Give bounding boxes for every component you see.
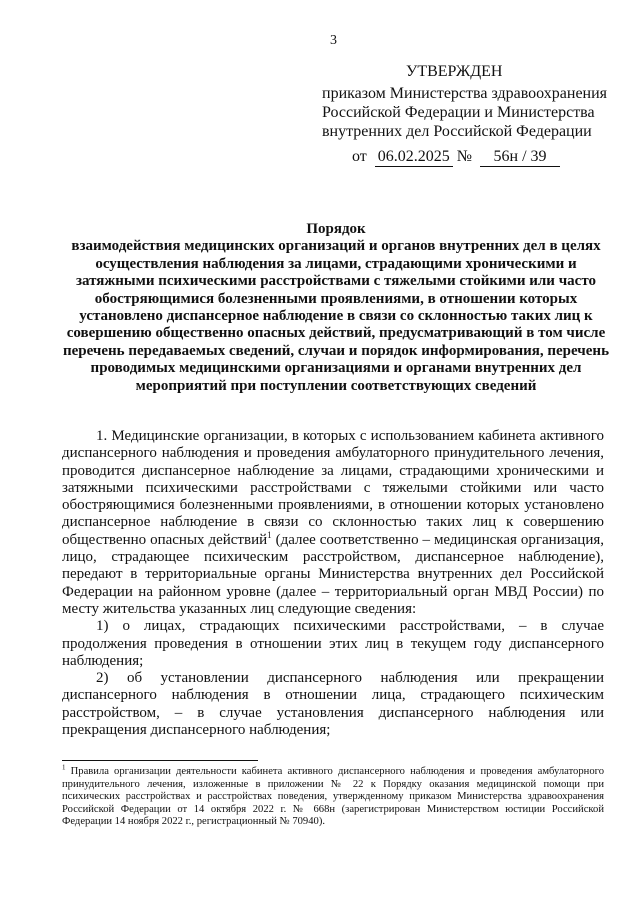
date-prefix: от [352, 148, 367, 165]
approval-heading: УТВЕРЖДЕН [406, 63, 503, 80]
approval-date-row [352, 148, 560, 167]
paragraph-item-2: 2) об установлении диспансерного наблюдения или прекращении диспансерного наблюдения в отношении лица, страдающего психическим расстройством, – в случае установления диспансерного наблюдения или прекращения диспансерного наблюдения; [62, 670, 604, 739]
footnote-divider [62, 760, 258, 761]
approval-number: 56н / 39 [480, 148, 560, 167]
paragraph-item-1: 1) о лицах, страдающих психическими расстройствами, – в случае продолжения проведения в отношении этих лиц в текущем году диспансерного наблюдения; [62, 618, 604, 669]
footnote-text: Правила организации деятельности кабинета активного диспансерного наблюдения и проведения амбулаторного принудительного лечения, изложенные в приложении № 22 к Порядку оказания медицинской помощи при психических расстройствах и расстройствах поведения, утвержденному приказом Министерства здравоохранения Российской Федерации от 14 октября 2022 г. № 668н (зарегистрирован Министерством юстиции Российской Федерации 14 ноября 2022 г., регистрационный № 70940). [62, 766, 604, 828]
footnote-text-line [62, 763, 604, 829]
footnote-reference[interactable]: 1 [267, 529, 272, 540]
approval-line-2: Российской Федерации и Министерства [322, 104, 595, 121]
approval-line-1: приказом Министерства здравоохранения [322, 85, 608, 102]
footnote [62, 763, 604, 829]
page-number: 3 [330, 33, 337, 48]
approval-block [322, 62, 622, 141]
title-heading: Порядок [306, 221, 366, 237]
approval-line-3: внутренних дел Российской Федерации [322, 123, 592, 140]
title-body: взаимодействия медицинских организаций и органов внутренних дел в целях осуществления наблюдения за лицами, страдающими хроническими и затяжными психическими расстройствами с тяжелыми стойкими или часто обостряющимися болезненными проявлениями, в отношении которых установлено диспансерное наблюдение в связи со склонностью таких лиц к совершению общественно опасных действий, предусматривающий в том числе перечень передаваемых сведений, случаи и порядок информирования, перечень проводимых медицинскими организациями и органами внутренних дел мероприятий при поступлении соответствующих сведений [62, 238, 609, 394]
paragraph-1-start: 1. Медицинские организации, в которых с использованием кабинета активного диспансерного наблюдения и проведения амбулаторного принудительного лечения, проводится диспансерное наблюдение за лицами, страдающими хроническими и затяжными психическими расстройствами с тяжелыми стойкими или часто обостряющимися болезненными проявлениями, в отношении которых установлено диспансерное наблюдение в связи со склонностью таких лиц к совершению общественно опасных действий [62, 428, 604, 548]
paragraph-1-end: (далее соответственно – медицинская организация, лицо, страдающее психическим расстройством, диспансерное наблюдение), передают в территориальные органы Министерства внутренних дел Российской Федерации на районном уровне (далее – территориальный орган МВД России) по месту жительства указанных лиц следующие сведения: [62, 531, 605, 617]
approval-date: 06.02.2025 [375, 148, 453, 167]
paragraph-1 [62, 428, 604, 618]
footnote-mark: 1 [62, 763, 66, 772]
document-body [62, 428, 604, 739]
number-prefix: № [456, 148, 473, 165]
document-title [62, 221, 610, 395]
